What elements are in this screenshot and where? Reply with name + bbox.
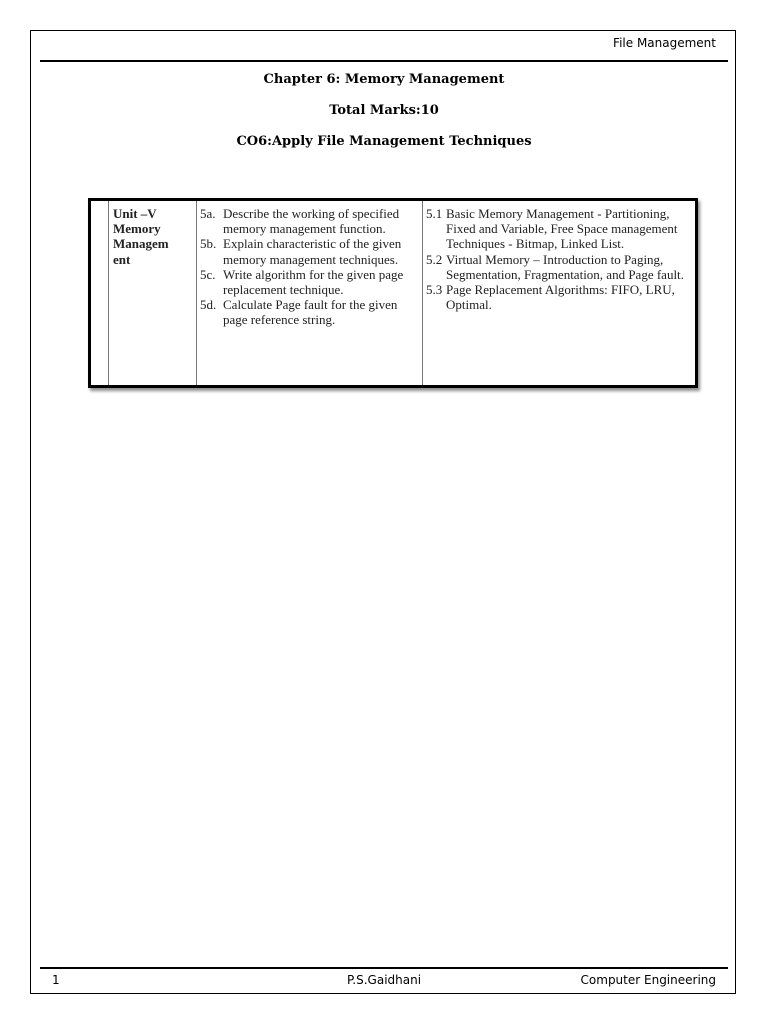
outcome-item: [200, 236, 422, 266]
topic-text: Page Replacement Algorithms: FIFO, LRU, Optimal.: [446, 282, 675, 313]
topic-item: [426, 206, 695, 252]
unit-column: [108, 201, 197, 385]
unit-line: Unit –V: [113, 206, 157, 221]
topics-column: [423, 201, 695, 385]
outcome-item: [200, 206, 422, 236]
syllabus-table-image: [88, 198, 698, 388]
running-header: File Management: [613, 36, 716, 50]
page-border: [30, 30, 736, 994]
topic-item: [426, 282, 695, 312]
header-rule: [40, 60, 728, 62]
unit-line: Memory: [113, 221, 161, 237]
topic-item: [426, 252, 695, 282]
outcome-number: 5d.: [200, 297, 217, 313]
topic-text: Basic Memory Management - Partitioning, Fixed and Variable, Free Space management Techniques - Bitmap, Linked List.: [446, 206, 678, 252]
chapter-title: Chapter 6: Memory Management: [263, 72, 505, 87]
outcome-text: Explain characteristic of the given memory management techniques.: [223, 236, 402, 267]
outcome-text: Describe the working of specified memory management function.: [223, 206, 400, 237]
footer-department: Computer Engineering: [580, 973, 716, 987]
outcome-number: 5a.: [200, 206, 216, 221]
course-outcome: CO6:Apply File Management Techniques: [236, 134, 532, 149]
outcome-number: 5b.: [200, 236, 217, 252]
outcome-text: Calculate Page fault for the given page reference string.: [223, 297, 398, 328]
outcome-text: Write algorithm for the given page replacement technique.: [223, 266, 404, 298]
unit-line: Managem: [113, 236, 169, 252]
topic-number: 5.1: [426, 206, 443, 221]
outcome-item: [200, 267, 422, 297]
total-marks: Total Marks:10: [329, 103, 439, 118]
page-number: 1: [52, 973, 60, 987]
topic-number: 5.2: [426, 251, 443, 267]
topic-text: Virtual Memory – Introduction to Paging, Segmentation, Fragmentation, and Page fault.: [446, 251, 684, 282]
topic-number: 5.3: [426, 282, 443, 298]
footer-rule: [40, 967, 728, 969]
outcome-number: 5c.: [200, 266, 216, 282]
outcomes-column: [197, 201, 423, 385]
footer-author: P.S.Gaidhani: [346, 973, 422, 987]
unit-line: ent: [113, 251, 131, 267]
outcome-item: [200, 297, 422, 327]
